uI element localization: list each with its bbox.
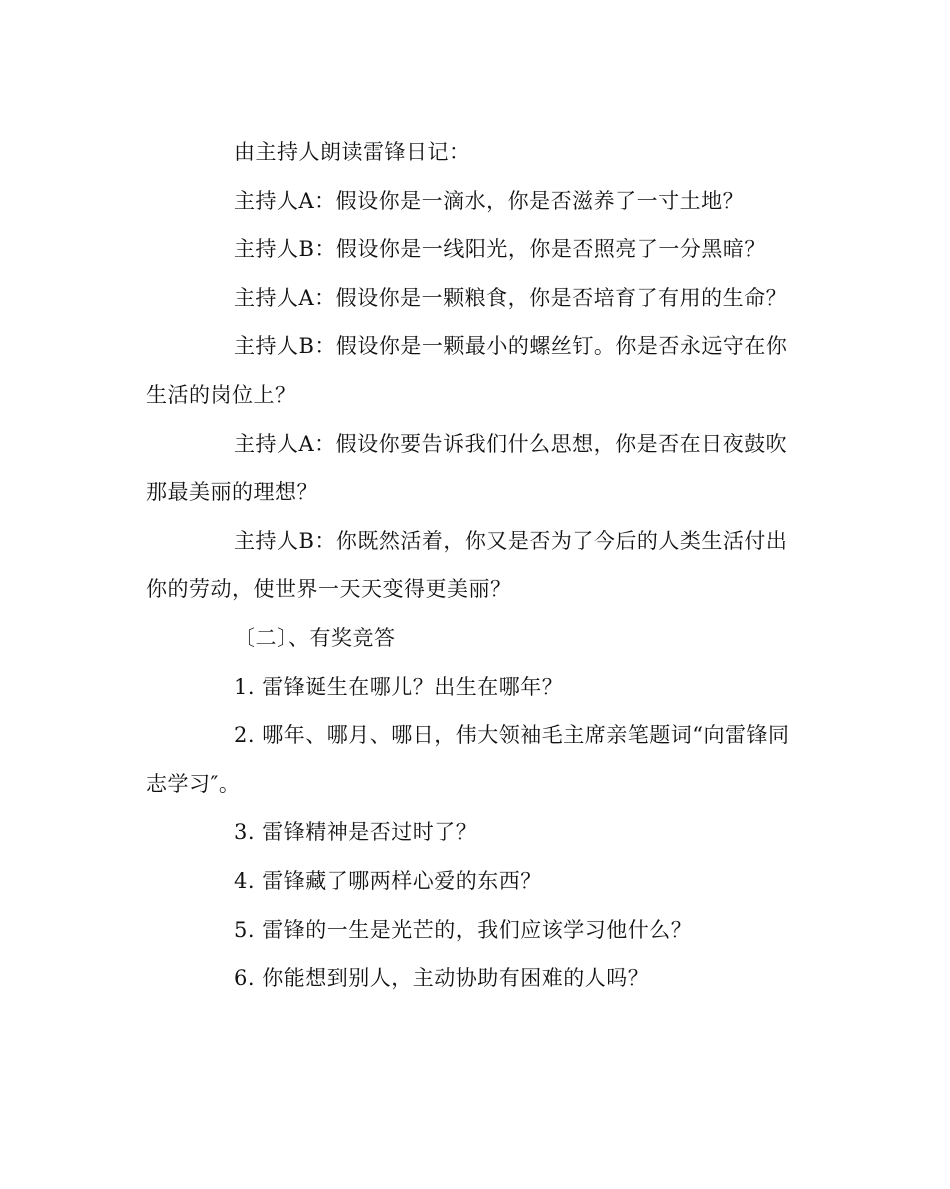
host-b-line-1: 主持人B：假设你是一线阳光，你是否照亮了一分黑暗？ xyxy=(234,237,766,262)
host-a-line-2: 主持人A：假设你是一颗粮食，你是否培育了有用的生命？ xyxy=(234,285,788,310)
quiz-question-3: 3. 雷锋精神是否过时了？ xyxy=(234,820,478,845)
quiz-question-1: 1. 雷锋诞生在哪儿？出生在哪年？ xyxy=(234,674,564,699)
host-b-line-2: 主持人B：假设你是一颗最小的螺丝钉。你是否永远守在你生活的岗位上？ xyxy=(146,334,788,407)
document-body xyxy=(146,128,806,1003)
host-b-line-3: 主持人B：你既然活着，你又是否为了今后的人类生活付出你的劳动，使世界一天天变得更美丽？ xyxy=(146,528,788,602)
quiz-question-4: 4. 雷锋藏了哪两样心爱的东西？ xyxy=(234,868,542,893)
quiz-question-6: 6. 你能想到别人，主动协助有困难的人吗？ xyxy=(234,966,650,991)
intro-paragraph: 由主持人朗读雷锋日记： xyxy=(234,140,471,164)
section-heading: 〔二〕、有奖竞答 xyxy=(234,625,396,650)
quiz-question-2: 2. 哪年、哪月、哪日，伟大领袖毛主席亲笔题词“向雷锋同志学习″。 xyxy=(146,723,790,796)
quiz-question-5: 5. 雷锋的一生是光芒的，我们应该学习他什么？ xyxy=(234,917,693,942)
host-a-line-1: 主持人A：假设你是一滴水，你是否滋养了一寸土地？ xyxy=(234,188,745,213)
host-a-line-3: 主持人A：假设你要告诉我们什么思想，你是否在日夜鼓吹那最美丽的理想？ xyxy=(146,431,788,505)
